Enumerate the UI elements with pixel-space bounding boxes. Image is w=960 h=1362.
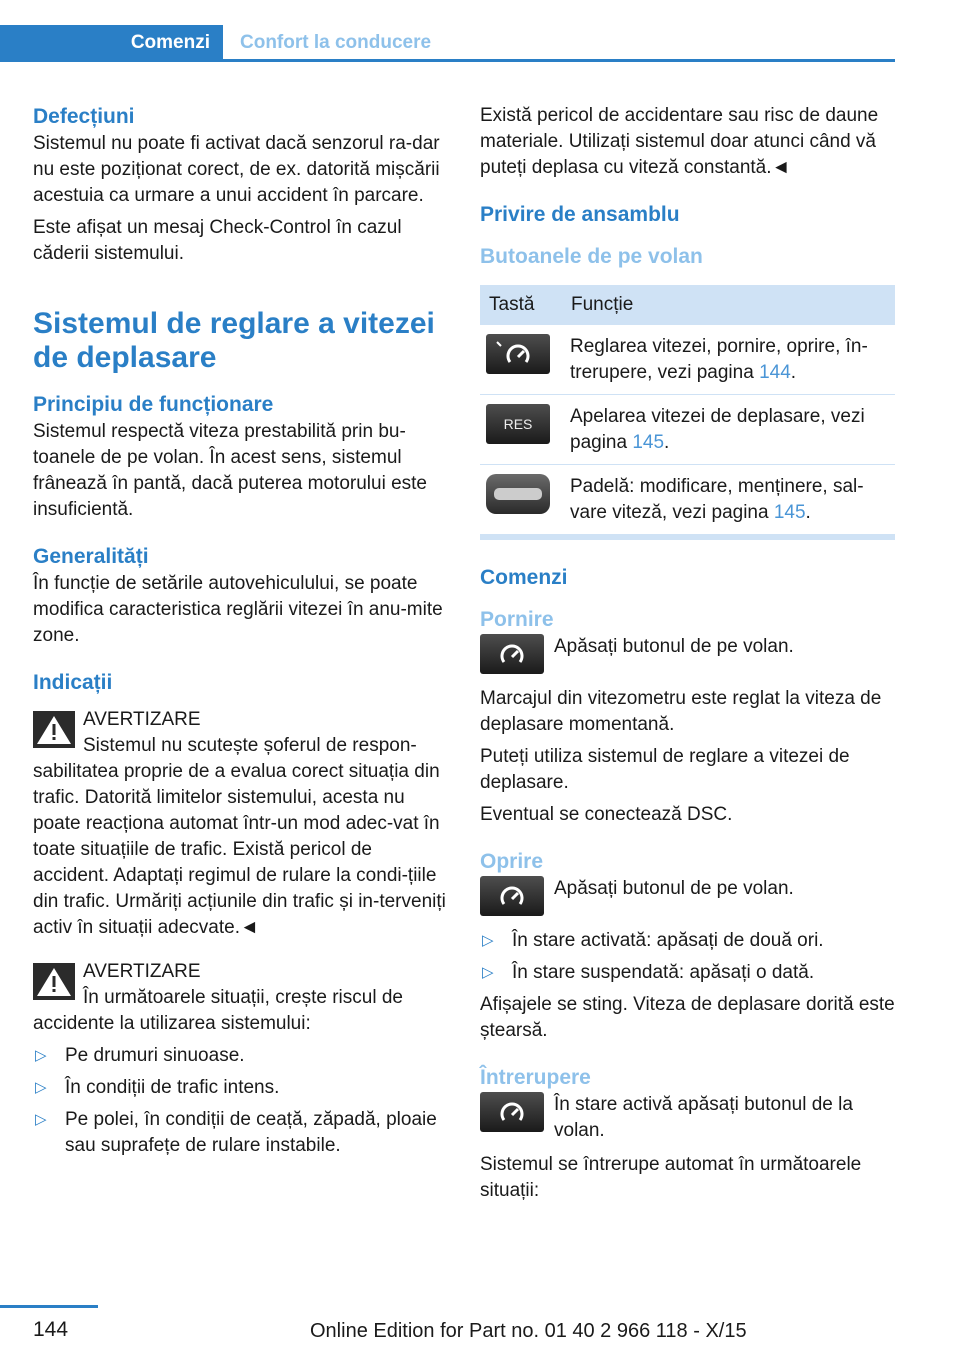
bullet-list xyxy=(480,928,897,986)
paragraph: În funcție de setările autovehiculului, se poate modifica caracteristica reglării vitezei în anu-mite zone. xyxy=(33,573,443,646)
section-subtitle-buttons: Butoanele de pe volan xyxy=(480,245,703,268)
left-column xyxy=(33,103,450,1165)
section-title-overview: Privire de ansamblu xyxy=(480,203,680,226)
tab-confort[interactable]: Confort la conducere xyxy=(240,32,432,53)
table-cell: Apelarea vitezei de deplasare, vezi pagina xyxy=(570,406,865,453)
table-row: RES Apelarea vitezei de deplasare, vezi pagina 145. xyxy=(480,395,895,465)
warning-block xyxy=(33,959,450,985)
list-item: ▷ În stare suspendată: apăsați o dată. xyxy=(480,960,897,986)
step-text: În stare activă apăsați butonul de la volan. xyxy=(554,1094,853,1141)
table-row: Padelă: modificare, menținere, sal-vare viteză, vezi pagina 145. xyxy=(480,465,895,535)
cruise-control-button-icon xyxy=(480,876,544,916)
bullet-triangle-icon: ▷ xyxy=(482,932,494,949)
section-title-principiu: Principiu de funcționare xyxy=(33,393,274,416)
paragraph: Puteți utiliza sistemul de reglare a vitezei de deplasare. xyxy=(480,746,850,793)
bullet-triangle-icon: ▷ xyxy=(482,964,494,981)
page-link[interactable]: 145 xyxy=(773,502,806,523)
step-text: Apăsați butonul de pe volan. xyxy=(554,636,794,657)
footer-edition: Online Edition for Part no. 01 40 2 966 118 - X/15 xyxy=(310,1320,747,1342)
bullet-triangle-icon: ▷ xyxy=(35,1079,47,1096)
tab-comenzi[interactable]: Comenzi xyxy=(130,32,210,53)
step-row xyxy=(480,1092,897,1144)
warning-text: Sistemul nu scutește șoferul de respon-sabilitatea proprie de a evalua corect situația din trafic. Datorită limitelor sistemului, acesta nu poate reacționa automat într-un mod adec-vat în toate situațiile de trafic. Există pericol de accident. Adaptați regimul de rulare la condi-țiile din trafic. Urmăriți acțiunile din trafic și in-terveniți activ în situații adecvate.◄ xyxy=(33,735,446,938)
bullet-triangle-icon: ▷ xyxy=(35,1111,47,1128)
list-item: ▷ În condiții de trafic intens. xyxy=(33,1075,450,1101)
page-title: Sistemul de reglare a vitezei de deplasare xyxy=(33,307,435,374)
res-button-icon: RES xyxy=(486,404,550,444)
warning-label: AVERTIZARE xyxy=(83,709,201,730)
paragraph: Există pericol de accidentare sau risc de daune materiale. Utilizați sistemul doar atunci când vă puteți deplasa cu viteză constantă.◄ xyxy=(480,105,879,178)
cruise-control-button-icon xyxy=(480,1092,544,1132)
paragraph: Sistemul respectă viteza prestabilită prin bu-toanele de pe volan. În acest sens, sistemul frânează în pantă, dacă puterea motorului este insuficientă. xyxy=(33,421,427,520)
paragraph: Sistemul nu poate fi activat dacă senzorul ra-dar nu este poziționat corect, de ex. datorită mișcării acestuia ca urmare a unui accident în parcare. xyxy=(33,133,440,206)
right-column xyxy=(480,103,897,1210)
section-title-comenzi: Comenzi xyxy=(480,566,568,589)
paragraph: Marcajul din vitezometru este reglat la viteza de deplasare momentană. xyxy=(480,688,882,735)
page-link[interactable]: 144 xyxy=(759,362,791,383)
list-item: ▷ În stare activată: apăsați de două ori. xyxy=(480,928,897,954)
paddle-icon xyxy=(486,474,550,514)
paragraph: Eventual se conectează DSC. xyxy=(480,804,733,825)
warning-label: AVERTIZARE xyxy=(83,961,201,982)
bullet-list xyxy=(33,1043,450,1159)
paragraph: Este afișat un mesaj Check-Control în cazul căderii sistemului. xyxy=(33,217,402,264)
table-cell: Reglarea vitezei, pornire, oprire, în-trerupere, vezi pagina xyxy=(570,336,868,383)
cruise-control-button-icon xyxy=(480,634,544,674)
page-link[interactable]: 145 xyxy=(632,432,665,453)
warning-block xyxy=(33,707,450,733)
section-title-indicatii: Indicații xyxy=(33,671,113,694)
list-item: ▷ Pe polei, în condiții de ceață, zăpadă, ploaie sau suprafețe de rulare instabile. xyxy=(35,1109,437,1156)
table-header-function: Funcție xyxy=(562,285,895,325)
buttons-table xyxy=(480,285,895,535)
cruise-control-button-icon xyxy=(486,334,550,374)
section-subtitle-pornire: Pornire xyxy=(480,608,554,631)
section-title-defectiuni: Defecțiuni xyxy=(33,105,135,128)
warning-icon xyxy=(33,963,75,1000)
section-subtitle-oprire: Oprire xyxy=(480,850,544,873)
step-row xyxy=(480,634,897,678)
paragraph: Afișajele se sting. Viteza de deplasare dorită este ștearsă. xyxy=(480,994,895,1041)
section-title-generalitati: Generalități xyxy=(33,545,149,568)
step-row xyxy=(480,876,897,920)
table-header-key: Tastă xyxy=(480,285,562,325)
page-number: 144 xyxy=(33,1318,69,1341)
table-row: Reglarea vitezei, pornire, oprire, în-trerupere, vezi pagina 144. xyxy=(480,325,895,395)
step-text: Apăsați butonul de pe volan. xyxy=(554,878,794,899)
table-cell: Padelă: modificare, menținere, sal-vare viteză, vezi pagina xyxy=(570,476,864,523)
paragraph: Sistemul se întrerupe automat în următoarele situații: xyxy=(480,1154,862,1201)
page-number-line xyxy=(0,1305,98,1308)
list-item: ▷ Pe drumuri sinuoase. xyxy=(33,1043,450,1069)
warning-icon xyxy=(33,711,75,748)
bullet-triangle-icon: ▷ xyxy=(35,1047,47,1064)
warning-text: În următoarele situații, crește riscul de accidente la utilizarea sistemului: xyxy=(33,987,403,1034)
section-subtitle-intrerupere: Întrerupere xyxy=(480,1066,591,1089)
